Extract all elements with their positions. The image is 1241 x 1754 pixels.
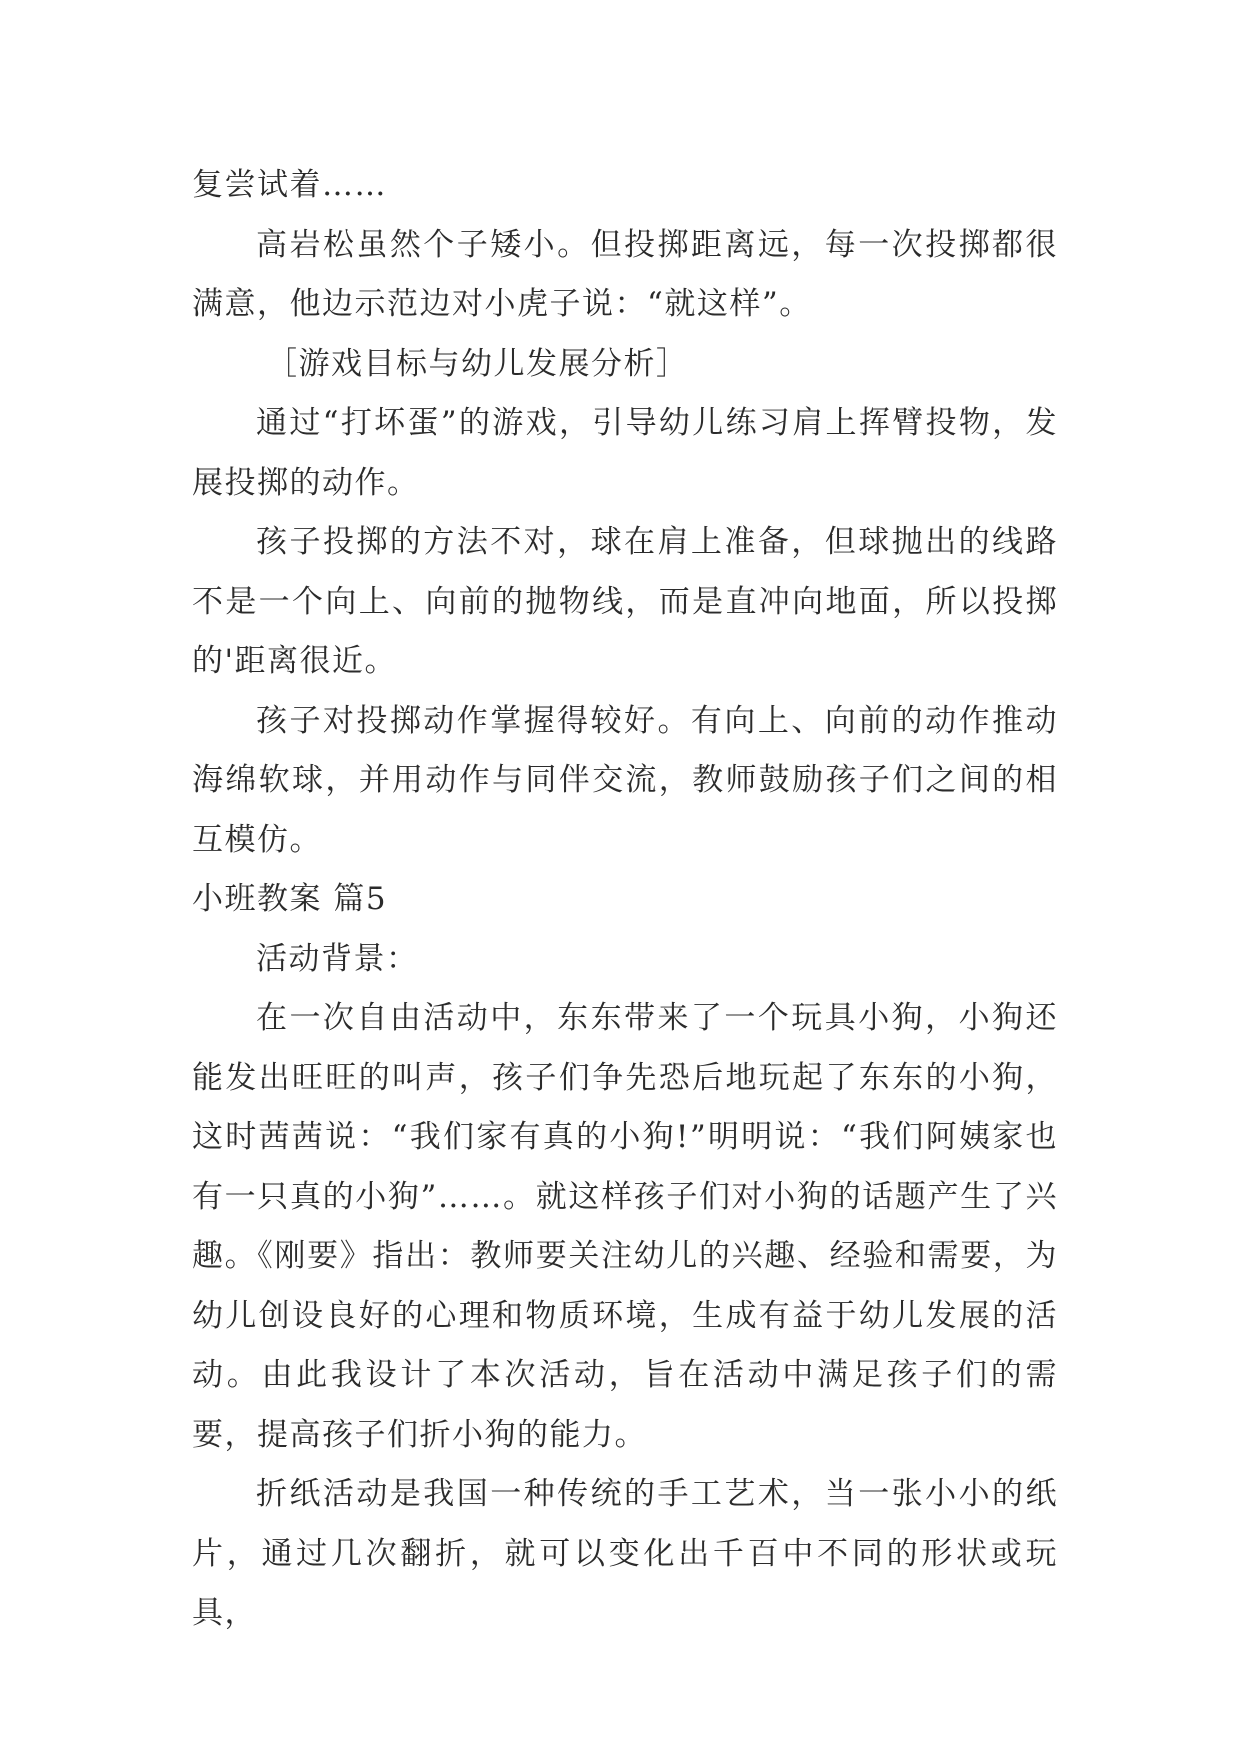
- paragraph-continuation: 复尝试着……: [192, 167, 387, 203]
- activity-background-heading: 活动背景：: [256, 940, 419, 977]
- paragraph-gao-yansong: 高岩松虽然个子矮小。但投掷距离远，每一次投掷都很满意，他边示范边对小虎子说：“就这样”。: [192, 226, 1058, 322]
- game-goal-heading: ［游戏目标与幼儿发展分析］: [266, 345, 689, 382]
- paragraph-wrong-method: 孩子投掷的方法不对，球在肩上准备，但球抛出的线路不是一个向上、向前的抛物线，而是直冲向地面，所以投掷的'距离很近。: [192, 524, 1058, 679]
- paragraph-origami: 折纸活动是我国一种传统的手工艺术，当一张小小的纸片，通过几次翻折，就可以变化出千百中不同的形状或玩具，: [192, 1476, 1058, 1631]
- section-title: 小班教案 篇5: [192, 881, 388, 917]
- paragraph-good-mastery: 孩子对投掷动作掌握得较好。有向上、向前的动作推动海绵软球，并用动作与同伴交流，教师鼓励孩子们之间的相互模仿。: [192, 702, 1058, 858]
- paragraph-background: 在一次自由活动中，东东带来了一个玩具小狗，小狗还能发出旺旺的叫声，孩子们争先恐后地玩起了东东的小狗，这时茜茜说：“我们家有真的小狗!”明明说：“我们阿姨家也有一只真的小狗”……。就这样孩子们对小狗的话题产生了兴趣。《刚要》指出：教师要关注幼儿的兴趣、经验和需要，为幼儿创设良好的心理和物质环境，生成有益于幼儿发展的活动。由此我设计了本次活动，旨在活动中满足孩子们的需要，提高孩子们折小狗的能力。: [192, 1000, 1058, 1453]
- paragraph-game-goal: 通过“打坏蛋”的游戏，引导幼儿练习肩上挥臂投物，发展投掷的动作。: [192, 405, 1058, 501]
- document-body: [192, 156, 1058, 1644]
